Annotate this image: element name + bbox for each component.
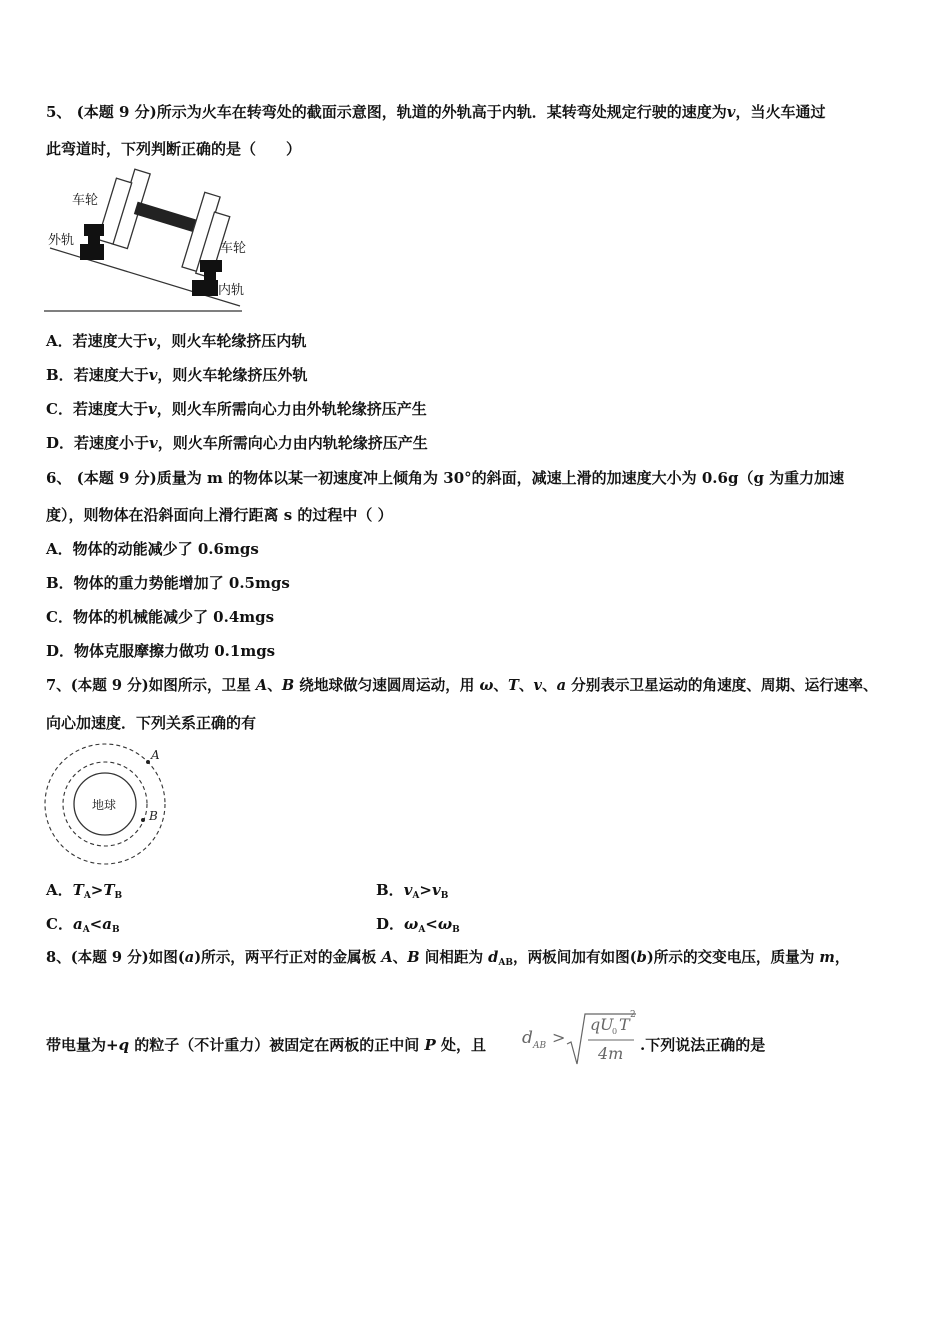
q6-option-c: C．物体的机械能减少了 0.4mgs: [46, 608, 275, 626]
q5-stem-line1: 5、 (本题 9 分)所示为火车在转弯处的截面示意图，轨道的外轨高于内轨．某转弯处规定行驶的速度为v，当火车通过: [46, 103, 826, 121]
formula-d-sub: AB: [533, 1041, 547, 1051]
fig-wheel-label-right: 车轮: [220, 241, 247, 256]
q5-option-b: B．若速度大于v，则火车轮缘挤压外轨: [46, 366, 308, 384]
q8-stem-line1: 8、(本题 9 分)如图(a)所示，两平行正对的金属板 A、B 间相距为 $d_{AB}$，两板间加有如图(b)所示的交变电压，质量为 m，: [46, 949, 850, 968]
fig-outer-rail-label: 外轨: [48, 233, 75, 248]
formula-d: d: [522, 1028, 533, 1048]
q7-stem-line2: 向心加速度．下列关系正确的有: [46, 714, 257, 732]
q6-stem-line1: 6、 (本题 9 分)质量为 m 的物体以某一初速度冲上倾角为 30°的斜面，减速上滑的加速度大小为 0.6g（g 为重力加速: [46, 469, 845, 487]
q6-option-a: A．物体的动能减少了 0.6mgs: [46, 540, 259, 558]
fig-wheel-label-top: 车轮: [72, 193, 99, 208]
satellite-b-dot: [141, 818, 145, 822]
q7-option-c: C．$a_A<a_B$: [46, 915, 120, 935]
fig-satellite-a-label: A: [151, 748, 160, 762]
q5-train-figure: [44, 166, 250, 314]
q7-orbit-figure: [42, 742, 172, 868]
q8-stem-line2-start: 带电量为+q 的粒子（不计重力）被固定在两板的正中间 P 处，且: [46, 1036, 487, 1054]
q6-stem-line2: 度），则物体在沿斜面向上滑行距离 s 的过程中（ ）: [46, 506, 393, 524]
q8-stem-line2-end: .下列说法正确的是: [640, 1036, 766, 1054]
q7-option-b: B．$v_A>v_B$: [376, 881, 449, 901]
q7-option-a: A．$T_A>T_B$: [46, 881, 123, 901]
q6-option-b: B．物体的重力势能增加了 0.5mgs: [46, 574, 290, 592]
formula-num-u: U: [600, 1015, 614, 1034]
formula-num-t: T: [619, 1015, 630, 1034]
satellite-a-dot: [146, 760, 150, 764]
q6-option-d: D．物体克服摩擦力做功 0.1mgs: [46, 642, 276, 660]
fig-satellite-b-label: B: [149, 809, 158, 823]
formula-num-q: q: [590, 1015, 601, 1034]
formula-num-u-sub: 0: [612, 1027, 618, 1036]
formula-den: 4m: [598, 1044, 624, 1063]
q5-option-d: D．若速度小于v，则火车所需向心力由内轨轮缘挤压产生: [46, 434, 428, 452]
q7-option-d: D．$\omega_A<\omega_B$: [376, 915, 460, 935]
q5-stem-line2: 此弯道时，下列判断正确的是（ ）: [46, 140, 302, 158]
formula-num-pow: 2: [630, 1010, 636, 1020]
fig-earth-label: 地球: [92, 798, 117, 812]
q5-option-c: C．若速度大于v，则火车所需向心力由外轨轮缘挤压产生: [46, 400, 427, 418]
fig-inner-rail-label: 内轨: [218, 283, 245, 298]
q7-stem-line1: 7、(本题 9 分)如图所示，卫星 A、B 绕地球做匀速圆周运动，用 ω、T、v、a 分别表示卫星运动的角速度、周期、运行速率、: [46, 677, 878, 694]
q5-option-a: A．若速度大于v，则火车轮缘挤压内轨: [46, 332, 307, 350]
outer-rail-block: [80, 224, 104, 260]
q8-condition-formula: [520, 1010, 638, 1066]
formula-gt: >: [552, 1028, 566, 1047]
